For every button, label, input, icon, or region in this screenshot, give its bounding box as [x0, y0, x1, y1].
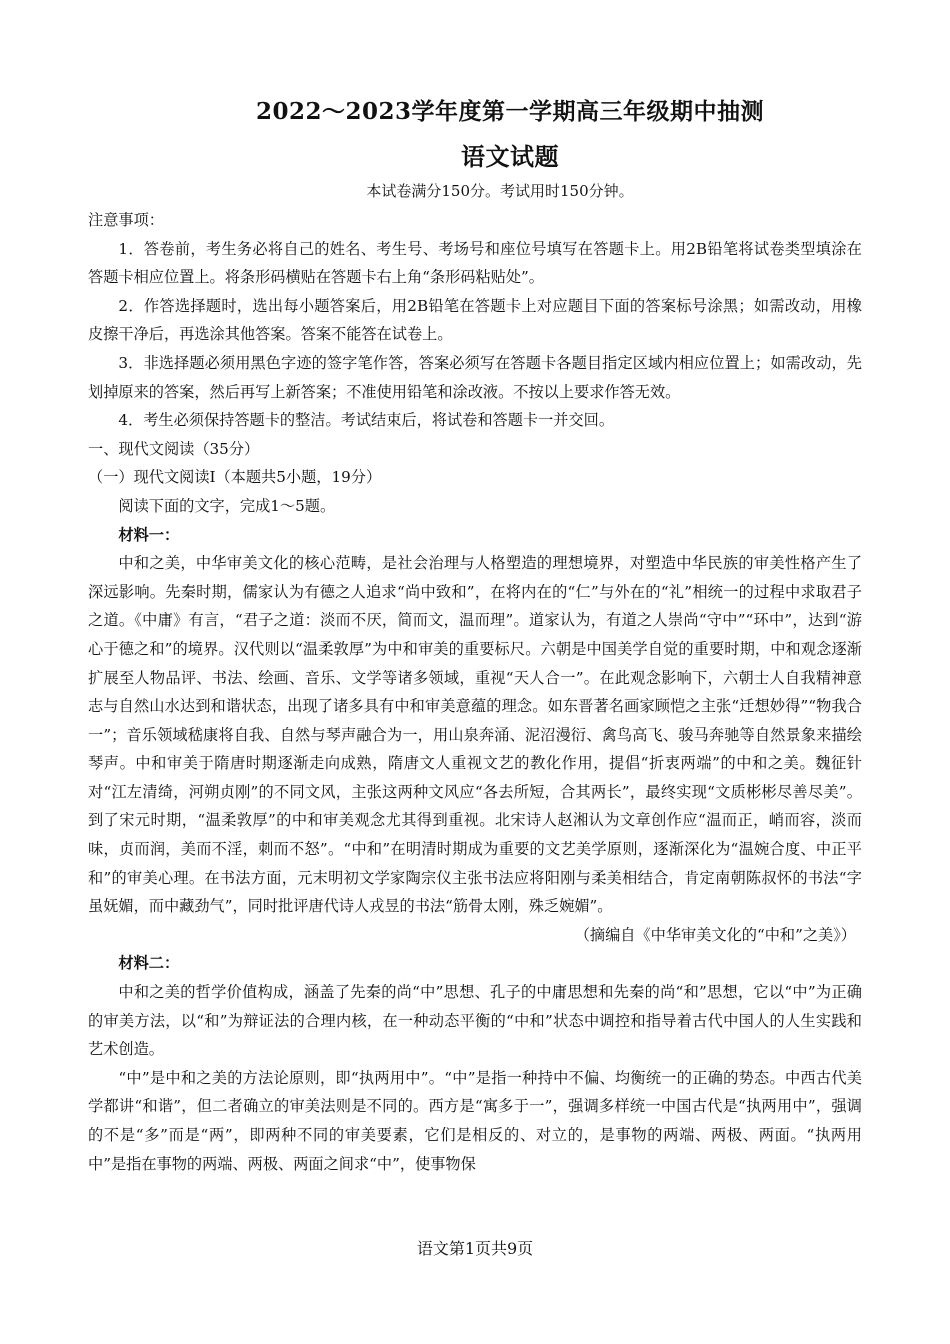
- notice-item: 3．非选择题必须用黑色字迹的签字笔作答，答案必须写在答题卡各题目指定区域内相应位置上；如需改动，先划掉原来的答案，然后再写上新答案；不准使用铅笔和涂改液。不按以上要求作答无效。: [88, 353, 862, 401]
- section-heading: 一、现代文阅读（35分）: [88, 439, 260, 458]
- page-number: 语文第1页共9页: [416, 1239, 534, 1258]
- subject-title: 语文试题: [461, 142, 559, 171]
- exam-info: 本试卷满分150分。考试用时150分钟。: [366, 182, 634, 200]
- section-instruction: 阅读下面的文字，完成1～5题。: [118, 496, 336, 515]
- material1-source: （摘编自《中华审美文化的“中和”之美》）: [574, 925, 856, 944]
- material2-label: 材料二：: [118, 954, 180, 973]
- section-subheading: （一）现代文阅读Ⅰ（本题共5小题，19分）: [88, 468, 382, 487]
- notice-item: 2．作答选择题时，选出每小题答案后，用2B铅笔在答题卡上对应题目下面的答案标号涂黑；如需改动，用橡皮擦干净后，再选涂其他答案。答案不能答在试卷上。: [88, 296, 862, 344]
- material2-paragraph: 中和之美的哲学价值构成，涵盖了先秦的尚“中”思想、孔子的中庸思想和先秦的尚“和”思想，它以“中”为正确的审美方法，以“和”为辩证法的合理内核，在一种动态平衡的“中和”状态中调控和指导着古代中国人的人生实践和艺术创造。: [88, 983, 862, 1059]
- notice-item: 4．考生必须保持答题卡的整洁。考试结束后，将试卷和答题卡一并交回。: [118, 411, 615, 430]
- material1-label: 材料一：: [118, 525, 180, 544]
- exam-title: 2022～2023学年度第一学期高三年级期中抽测: [255, 98, 765, 125]
- material1-text: 中和之美，中华审美文化的核心范畴，是社会治理与人格塑造的理想境界，对塑造中华民族的审美性格产生了深远影响。先秦时期，儒家认为有德之人追求“尚中致和”，在将内在的“仁”与外在的“礼”相统一的过程中求取君子之道。《中庸》有言，“君子之道：淡而不厌，简而文，温而理”。道家认为，有道之人崇尚“守中”“环中”，达到“游心于德之和”的境界。汉代则以“温柔敦厚”为中和审美的重要标尺。六朝是中国美学自觉的重要时期，中和观念逐渐扩展至人物品评、书法、绘画、音乐、文学等诸多领域，重视“天人合一”。在此观念影响下，六朝士人自我精神意志与自然山水达到和谐状态，出现了诸多具有中和审美意蕴的理念。如东晋著名画家顾恺之主张“迁想妙得”“物我合一”；音乐领域嵇康将自我、自然与琴声融合为一，用山泉奔涌、泥沼漫衍、禽鸟高飞、骏马奔驰等自然景象来描绘琴声。中和审美于隋唐时期逐渐走向成熟，隋唐文人重视文艺的教化作用，提倡“折衷两端”的中和之美。魏征针对“江左清绮，河朔贞刚”的不同文风，主张这两种文风应“各去所短，合其两长”，最终实现“文质彬彬尽善尽美”。到了宋元时期，“温柔敦厚”的中和审美观念尤其得到重视。北宋诗人赵湘认为文章创作应“温而正，峭而容，淡而味，贞而润，美而不淫，刺而不怒”。“中和”在明清时期成为重要的文艺美学原则，逐渐深化为“温婉合度、中正平和”的审美心理。在书法方面，元末明初文学家陶宗仪主张书法应将阳刚与柔美相结合，肯定南朝陈叔怀的书法“字虽妩媚，而中藏劲气”，同时批评唐代诗人戎昱的书法“筋骨太刚，殊乏婉媚”。: [88, 554, 862, 916]
- notice-heading: 注意事项：: [88, 211, 164, 229]
- exam-body: [88, 206, 862, 1178]
- material2-paragraph: “中”是中和之美的方法论原则，即“执两用中”。“中”是指一种持中不偏、均衡统一的正确的势态。中西古代美学都讲“和谐”，但二者确立的审美法则是不同的。西方是“寓多于一”，强调多样统一中国古代是“执两用中”，强调的不是“多”而是“两”，即两种不同的审美要素，它们是相反的、对立的，是事物的两端、两极、两面。“执两用中”是指在事物的两端、两极、两面之间求“中”，使事物保: [88, 1068, 862, 1173]
- notice-item: 1．答卷前，考生务必将自己的姓名、考生号、考场号和座位号填写在答题卡上。用2B铅笔将试卷类型填涂在答题卡相应位置上。将条形码横贴在答题卡右上角“条形码粘贴处”。: [88, 239, 862, 287]
